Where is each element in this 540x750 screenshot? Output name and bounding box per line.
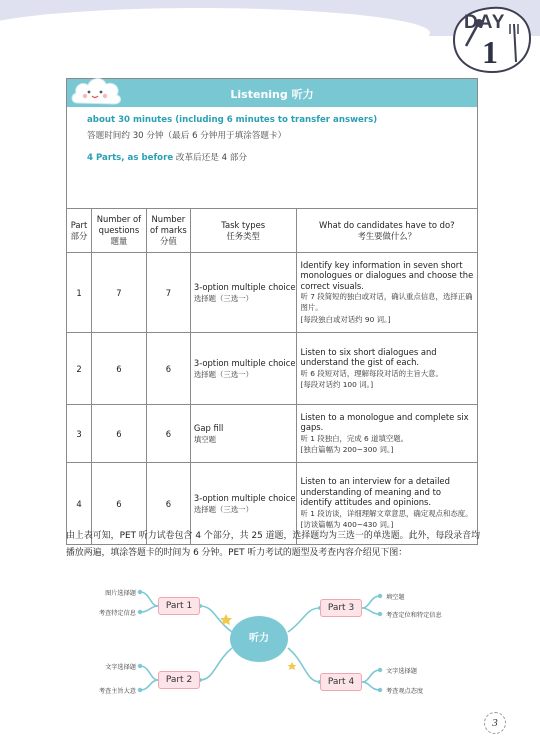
table-row [67,333,478,405]
cell-task: 3-option multiple choice 选择题（三选一） [190,333,296,405]
part1-box: Part 1 [158,597,200,615]
cell-marks: 7 [146,253,190,333]
part4-item-2: 考查观点态度 [386,688,424,695]
card-header [67,79,477,107]
cell-description: Identify key information in seven short monologues or dialogues and choose the correct visuals. 听 7 段简短的独白或对话，确认重点信息，选择正确图片。 [每段独白或对话约 90 词。] [296,253,477,333]
cell-part: 4 [67,463,92,545]
part4-box: Part 4 [320,673,362,691]
day-number: 1 [482,34,498,70]
summary-paragraph: 由上表可知，PET 听力试卷包含 4 个部分，共 25 道题，选择题均为三选一的单选题。此外，每段录音均播放两遍，填涂答题卡的时间为 6 分钟。PET 听力考试的题型及考查内容介绍见下图： [66,531,480,558]
part3-item-1: 填空题 [386,594,405,601]
part3-box: Part 3 [320,599,362,617]
cell-task: 3-option multiple choice 选择题（三选一） [190,463,296,545]
header-candidates-do: What do candidates have to do? 考生要做什么？ [296,209,477,253]
parts-info [87,151,477,163]
cell-task: Gap fill 填空题 [190,405,296,463]
day-badge [450,4,532,74]
cloud-mascot-icon [69,73,123,107]
part1-item-2: 考查特定信息 [98,610,136,617]
cell-part: 1 [67,253,92,333]
duration-en: about 30 minutes (including 6 minutes to transfer answers) [87,115,378,125]
center-node-listening: 听力 [230,616,288,662]
cell-part: 3 [67,405,92,463]
cell-marks: 6 [146,405,190,463]
header-marks: Number of marks 分值 [146,209,190,253]
card-title: Listening 听力 [230,88,314,101]
table-header-row [67,209,478,253]
cell-description: Listen to six short dialogues and understand the gist of each. 听 6 段短对话，理解每段对话的主旨大意。 [每段对话约 100 词。] [296,333,477,405]
cell-questions: 7 [91,253,146,333]
header-part: Part 部分 [67,209,92,253]
header-questions: Number of questions 题量 [91,209,146,253]
part2-item-1: 文字选择题 [105,664,136,671]
part4-item-1: 文字选择题 [386,668,417,675]
cell-part: 2 [67,333,92,405]
day-label: DAY [464,12,506,33]
cell-description: Listen to an interview for a detailed understanding of meaning and to identify attitudes and opinions. 听 1 段访谈，详细理解文章意思，确定观点和态度。 [访谈篇幅为 400~430 词。] [296,463,477,545]
parts-en: 4 Parts, as before [87,153,174,163]
listening-card [66,78,478,545]
part2-box: Part 2 [158,671,200,689]
table-row [67,253,478,333]
cell-questions: 6 [91,405,146,463]
duration-zh: 答题时间约 30 分钟（最后 6 分钟用于填涂答题卡） [87,131,287,141]
listening-table [66,208,478,545]
part3-item-2: 考查定位和特定信息 [386,612,442,619]
cell-marks: 6 [146,463,190,545]
cell-questions: 6 [91,333,146,405]
listening-mind-map [0,580,540,720]
parts-zh: 改革后还是 4 部分 [173,153,247,163]
cell-task: 3-option multiple choice 选择题（三选一） [190,253,296,333]
cell-marks: 6 [146,333,190,405]
top-band-curve [0,8,430,58]
table-row [67,405,478,463]
part1-item-1: 图片选择题 [105,590,136,597]
header-task-types: Task types 任务类型 [190,209,296,253]
cell-description: Listen to a monologue and complete six gaps. 听 1 段独白，完成 6 道填空题。 [独白篇幅为 200~300 词。] [296,405,477,463]
cell-questions: 6 [91,463,146,545]
card-info [67,107,477,208]
part2-item-2: 考查主旨大意 [98,688,136,695]
page-number: 3 [484,712,506,734]
